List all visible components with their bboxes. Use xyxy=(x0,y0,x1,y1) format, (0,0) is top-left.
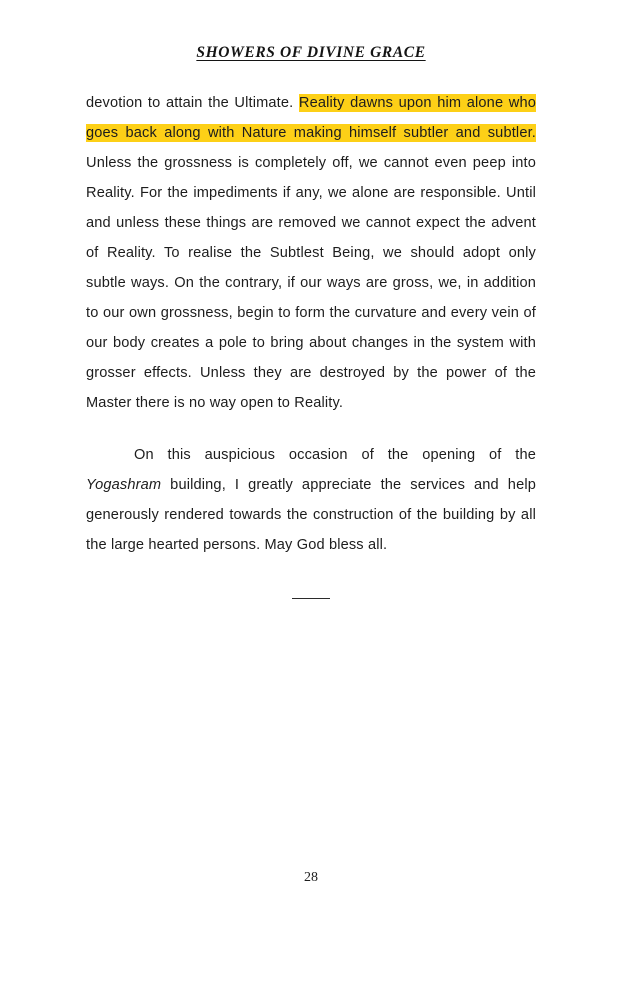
section-separator xyxy=(86,590,536,608)
body-text-column xyxy=(86,88,536,608)
running-head: SHOWERS OF DIVINE GRACE xyxy=(196,44,426,61)
document-page xyxy=(0,44,622,1004)
paragraph-1 xyxy=(86,88,536,418)
highlighted-text: Reality dawns upon him alone who goes back along with Nature making himself subtler and subtler. xyxy=(86,95,536,141)
paragraph-1-segment-3: Unless the grossness is completely off, we cannot even peep into Reality. For the impediments if any, we alone are responsible. Until and unless these things are removed we cannot expect the advent of Reality. To realise the Subtlest Being, we should adopt only subtle ways. On the contrary, if our ways are gross, we, in addition to our own grossness, begin to form the curvature and every vein of our body creates a pole to bring about changes in the system with grosser effects. Unless they are destroyed by the power of the Master there is no way open to Reality. xyxy=(86,155,536,411)
page-number: 28 xyxy=(304,870,318,885)
paragraph-1-segment-1: devotion to attain the Ultimate. xyxy=(86,95,299,111)
italic-term: Yogashram xyxy=(86,477,162,493)
paragraph-2 xyxy=(86,440,536,560)
paragraph-2-segment-1: On this auspicious occasion of the opening of the xyxy=(134,447,536,463)
paragraph-2-segment-3: building, I greatly appreciate the services and help generously rendered towards the construction of the building by all the large hearted persons. May God bless all. xyxy=(86,477,536,553)
section-rule-line xyxy=(292,598,330,599)
